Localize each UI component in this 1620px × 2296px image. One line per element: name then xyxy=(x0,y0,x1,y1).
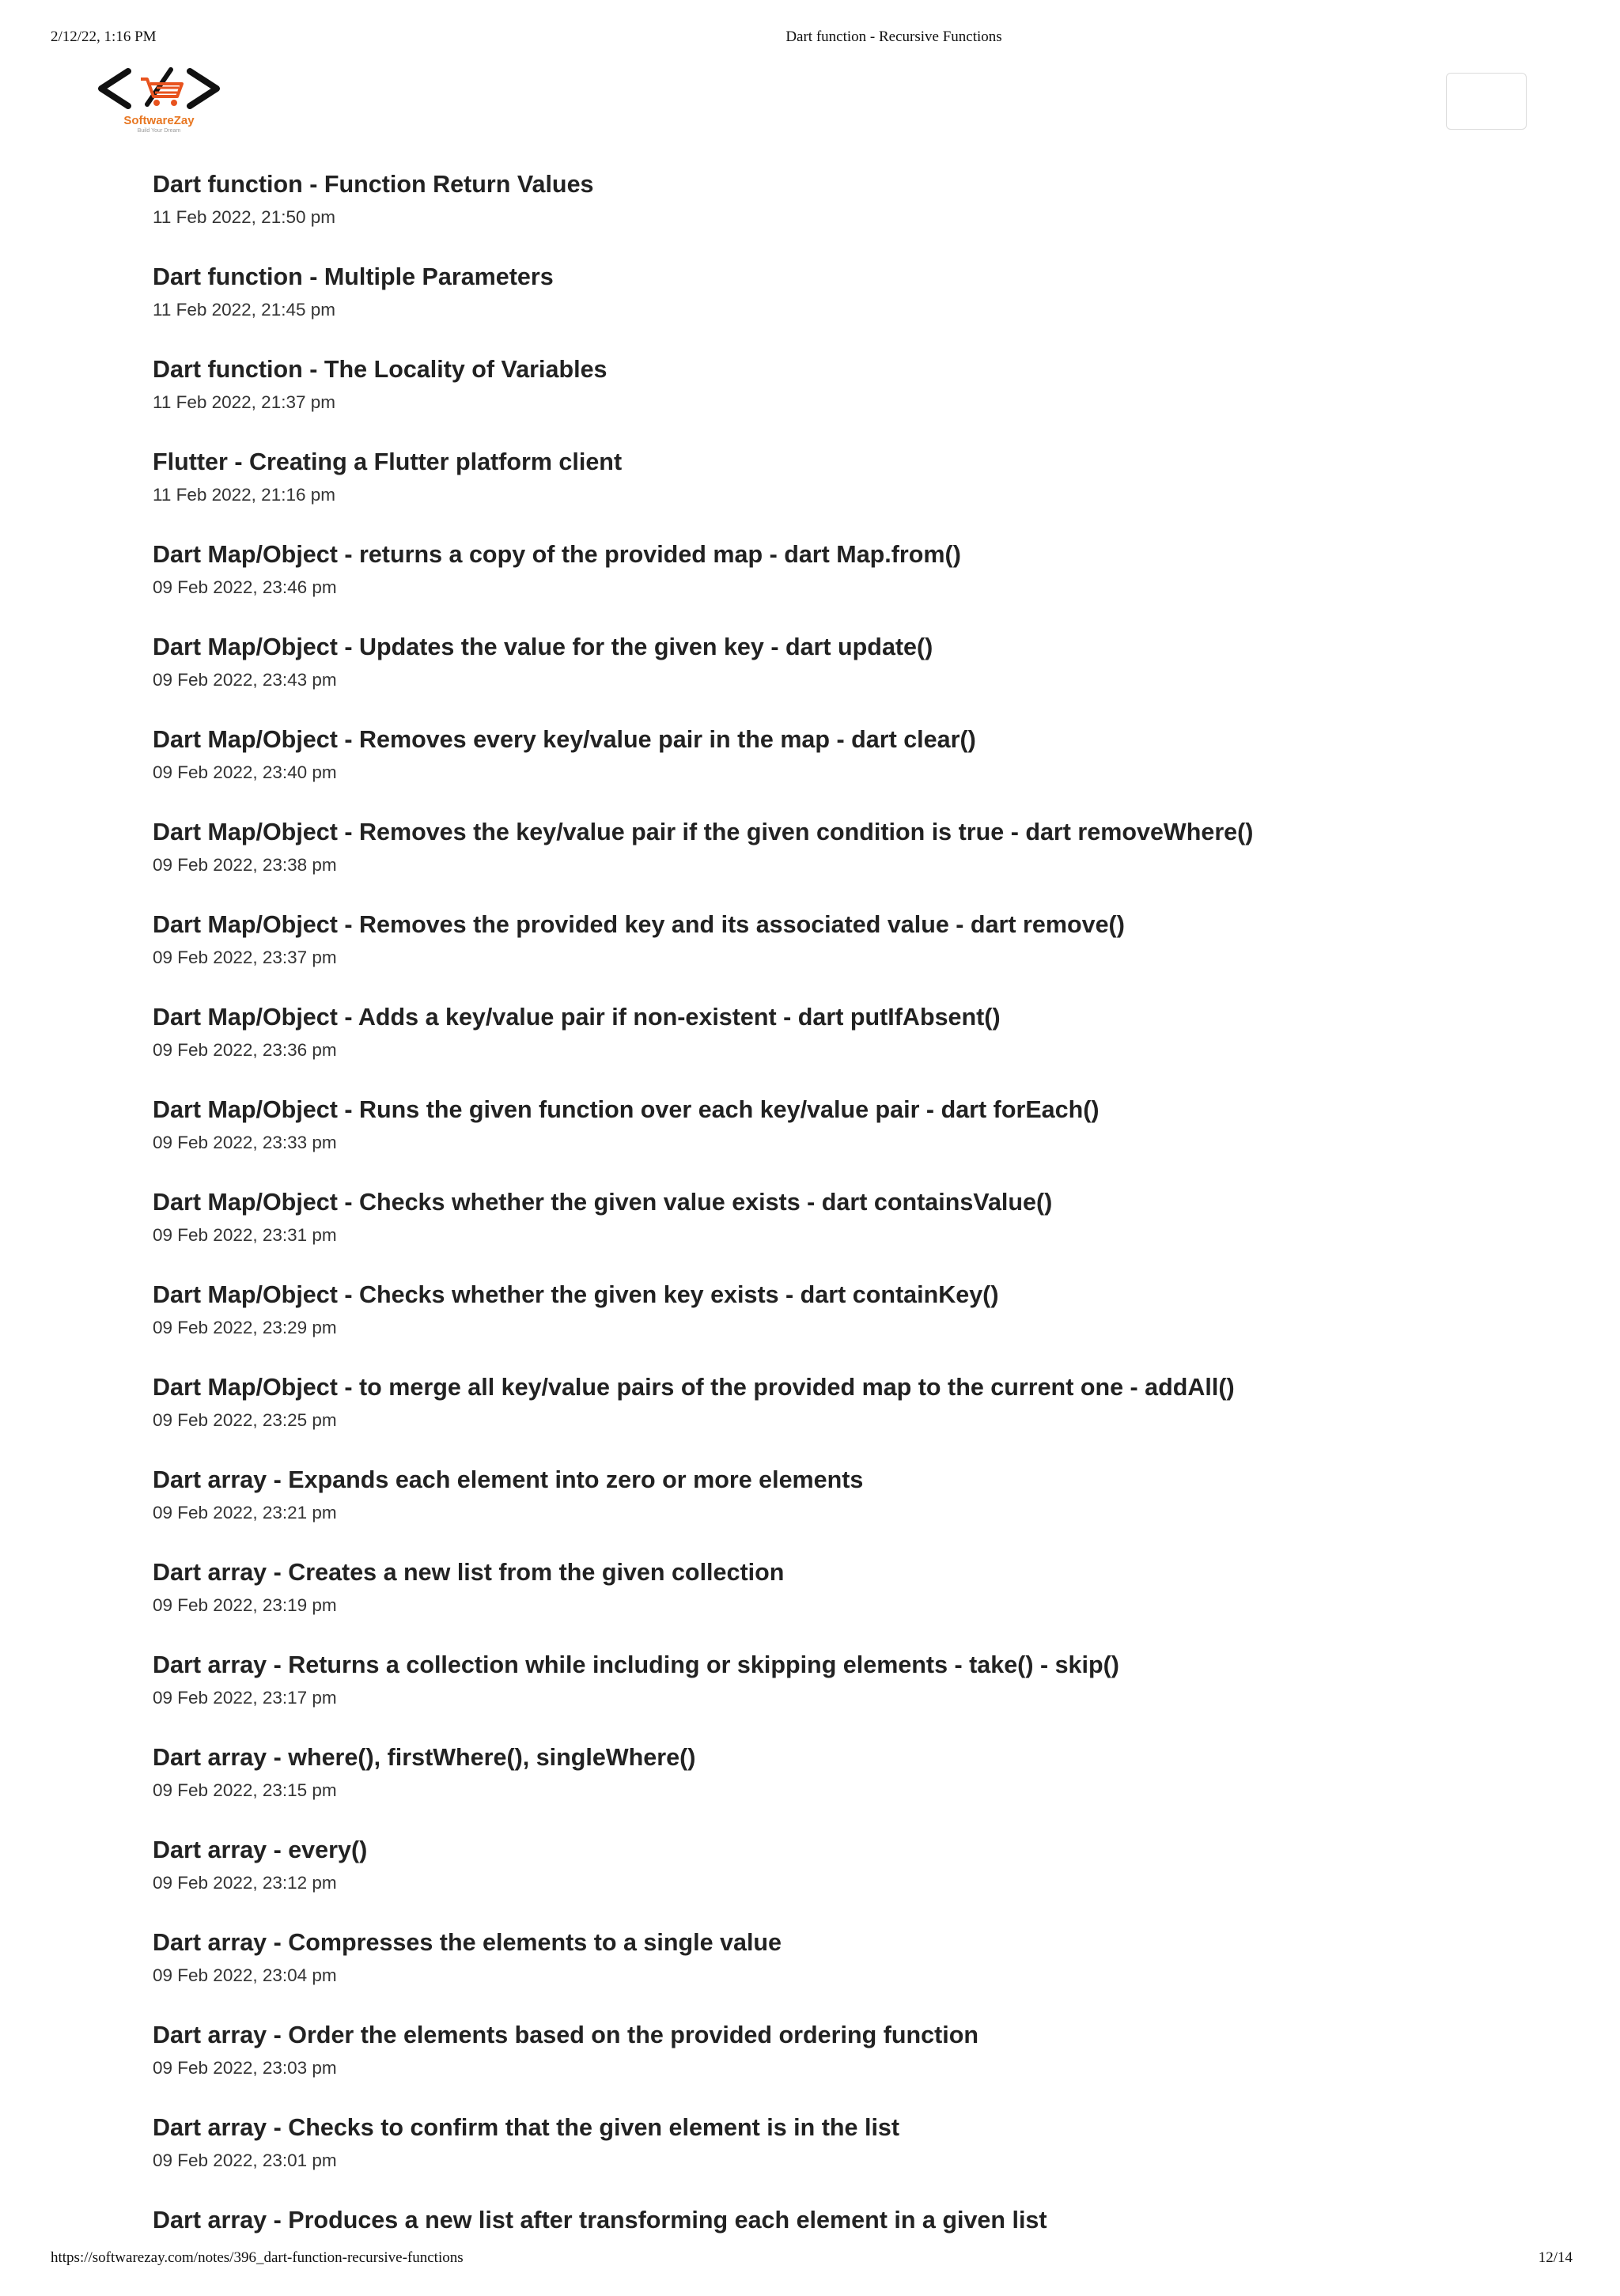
post-title-link[interactable]: Dart function - Function Return Values xyxy=(153,171,594,198)
post-title-link[interactable]: Dart Map/Object - to merge all key/value pairs of the provided map to the current one - addAll() xyxy=(153,1374,1235,1401)
post-title-link[interactable]: Dart Map/Object - Adds a key/value pair if non-existent - dart putIfAbsent() xyxy=(153,1004,1001,1031)
post-date: 11 Feb 2022, 21:16 pm xyxy=(153,485,335,505)
post-title-link[interactable]: Dart Map/Object - Checks whether the given value exists - dart containsValue() xyxy=(153,1189,1053,1216)
post-list-item xyxy=(153,168,1497,260)
post-title-link[interactable]: Dart Map/Object - Checks whether the given key exists - dart containKey() xyxy=(153,1281,999,1308)
print-header xyxy=(0,28,1620,52)
post-list-item xyxy=(153,908,1497,1000)
post-title-link[interactable]: Dart array - Compresses the elements to a single value xyxy=(153,1929,782,1956)
post-list-item xyxy=(153,1463,1497,1556)
post-list-item xyxy=(153,1000,1497,1093)
code-cart-logo-icon xyxy=(95,65,223,114)
post-list-item xyxy=(153,723,1497,815)
post-title-link[interactable]: Dart array - Order the elements based on the provided ordering function xyxy=(153,2022,978,2048)
post-list-item xyxy=(153,1833,1497,1926)
post-date: 09 Feb 2022, 23:29 pm xyxy=(153,1318,337,1337)
post-date: 09 Feb 2022, 23:17 pm xyxy=(153,1688,337,1708)
post-title-link[interactable]: Dart array - Produces a new list after transforming each element in a given list xyxy=(153,2207,1047,2234)
post-date: 09 Feb 2022, 23:33 pm xyxy=(153,1133,337,1152)
post-title-link[interactable]: Dart array - Creates a new list from the given collection xyxy=(153,1559,785,1586)
post-date: 09 Feb 2022, 23:38 pm xyxy=(153,855,337,875)
logo-tagline: Build Your Dream xyxy=(137,128,181,134)
post-list-item xyxy=(153,1371,1497,1463)
logo-brand-text: SoftwareZay xyxy=(123,114,195,127)
post-date: 09 Feb 2022, 23:37 pm xyxy=(153,948,337,967)
post-title-link[interactable]: Dart array - every() xyxy=(153,1836,368,1863)
post-title-link[interactable]: Dart function - The Locality of Variables xyxy=(153,356,608,383)
post-list-item xyxy=(153,1648,1497,1741)
post-title-link[interactable]: Dart Map/Object - Runs the given function over each key/value pair - dart forEach() xyxy=(153,1096,1100,1123)
post-date: 09 Feb 2022, 23:36 pm xyxy=(153,1040,337,1060)
post-title-link[interactable]: Dart Map/Object - Removes the provided key and its associated value - dart remove() xyxy=(153,911,1125,938)
post-date: 09 Feb 2022, 23:19 pm xyxy=(153,1595,337,1615)
post-date: 09 Feb 2022, 23:03 pm xyxy=(153,2058,337,2078)
post-list-item xyxy=(153,1186,1497,1278)
site-logo[interactable] xyxy=(95,65,223,138)
post-date: 09 Feb 2022, 23:40 pm xyxy=(153,762,337,782)
post-list-item xyxy=(153,1926,1497,2018)
post-list-item xyxy=(153,2111,1497,2203)
post-date: 09 Feb 2022, 23:01 pm xyxy=(153,2150,337,2170)
post-date: 09 Feb 2022, 23:12 pm xyxy=(153,1873,337,1893)
post-title-link[interactable]: Dart function - Multiple Parameters xyxy=(153,263,554,290)
post-list-item xyxy=(153,1093,1497,1186)
print-page-number: 12/14 xyxy=(1538,2249,1573,2266)
post-title-link[interactable]: Dart Map/Object - Removes every key/value pair in the map - dart clear() xyxy=(153,726,976,753)
post-title-link[interactable]: Dart array - Expands each element into zero or more elements xyxy=(153,1466,864,1493)
post-list-item xyxy=(153,260,1497,353)
post-list-item xyxy=(153,353,1497,445)
post-title-link[interactable]: Dart array - Returns a collection while including or skipping elements - take() - skip() xyxy=(153,1651,1119,1678)
print-page-title: Dart function - Recursive Functions xyxy=(785,28,1002,45)
print-date: 2/12/22, 1:16 PM xyxy=(51,28,157,45)
post-date: 11 Feb 2022, 21:50 pm xyxy=(153,207,335,227)
post-list-item xyxy=(153,1278,1497,1371)
post-list-item xyxy=(153,538,1497,630)
menu-button-icon[interactable] xyxy=(1446,73,1527,130)
post-date: 09 Feb 2022, 23:31 pm xyxy=(153,1225,337,1245)
post-date: 09 Feb 2022, 23:43 pm xyxy=(153,670,337,690)
post-list-item xyxy=(153,1741,1497,1833)
post-title-link[interactable]: Dart array - where(), firstWhere(), singleWhere() xyxy=(153,1744,696,1771)
post-list-item xyxy=(153,2018,1497,2111)
post-date: 11 Feb 2022, 21:37 pm xyxy=(153,392,335,412)
post-list xyxy=(153,168,1497,2296)
post-date: 09 Feb 2022, 23:46 pm xyxy=(153,577,337,597)
post-date: 11 Feb 2022, 21:45 pm xyxy=(153,300,335,320)
post-list-item xyxy=(153,1556,1497,1648)
post-list-item xyxy=(153,630,1497,723)
post-title-link[interactable]: Flutter - Creating a Flutter platform client xyxy=(153,448,623,475)
post-date: 09 Feb 2022, 23:04 pm xyxy=(153,1965,337,1985)
post-title-link[interactable]: Dart Map/Object - returns a copy of the provided map - dart Map.from() xyxy=(153,541,961,568)
post-title-link[interactable]: Dart Map/Object - Removes the key/value pair if the given condition is true - dart removeWhere() xyxy=(153,819,1254,845)
post-list-item xyxy=(153,445,1497,538)
post-date: 09 Feb 2022, 23:21 pm xyxy=(153,1503,337,1522)
print-url: https://softwarezay.com/notes/396_dart-function-recursive-functions xyxy=(51,2249,464,2266)
print-footer xyxy=(0,2249,1620,2273)
post-title-link[interactable]: Dart array - Checks to confirm that the given element is in the list xyxy=(153,2114,900,2141)
post-title-link[interactable]: Dart Map/Object - Updates the value for the given key - dart update() xyxy=(153,634,933,660)
post-list-item xyxy=(153,815,1497,908)
post-date: 09 Feb 2022, 23:25 pm xyxy=(153,1410,337,1430)
post-date: 09 Feb 2022, 23:15 pm xyxy=(153,1780,337,1800)
